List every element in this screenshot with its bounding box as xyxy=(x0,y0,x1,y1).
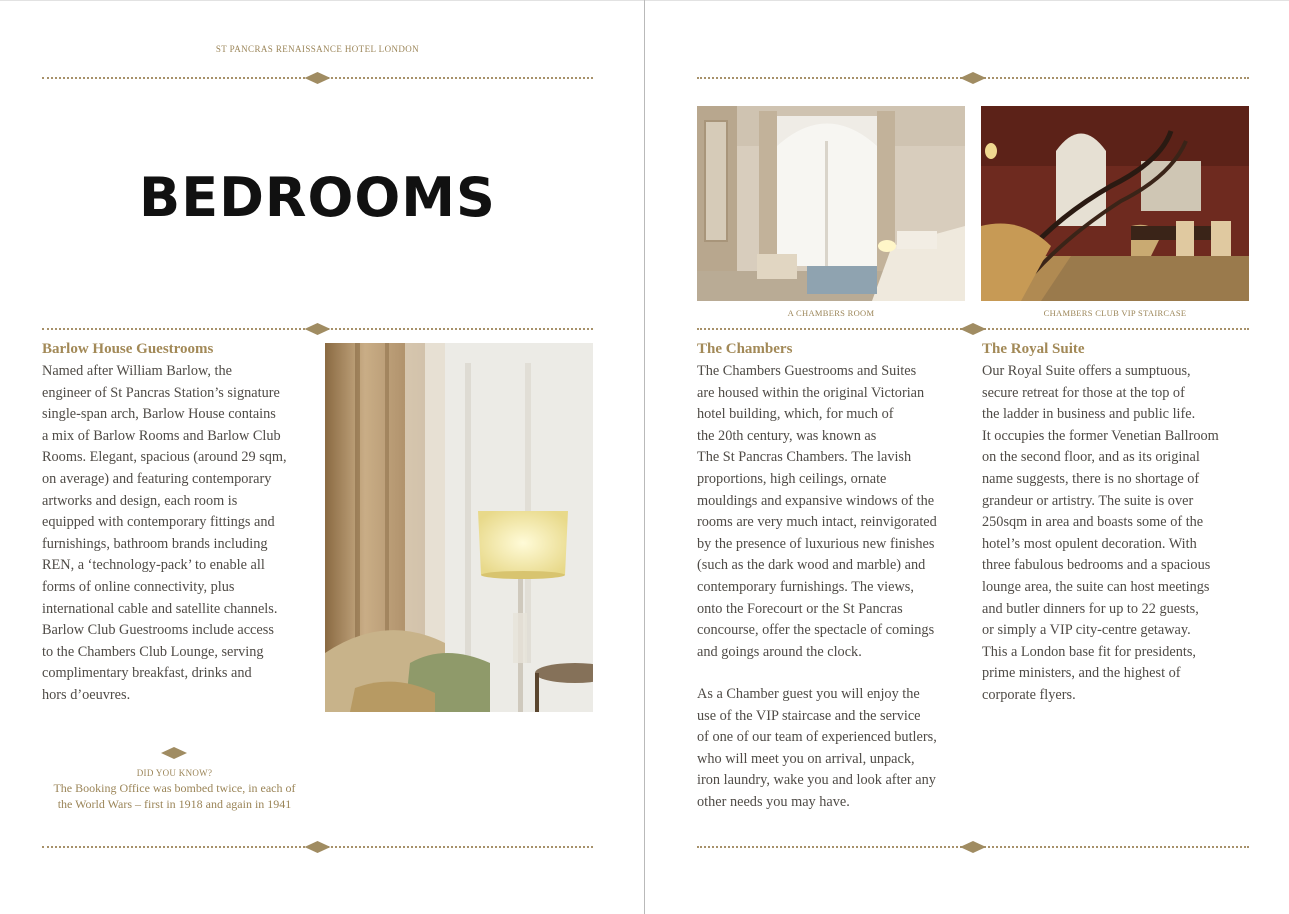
royal-suite-body: Our Royal Suite offers a sumptuous, secure retreat for those at the top of the ladder in business and public life. It occupies the former Venetian Ballroom on the second floor, and as its original name suggests, there is no shortage of grandeur or artistry. The suite is over 250sqm in area and boasts some of the hotel’s most opulent decoration. With three fabulous bedrooms and a spacious lounge area, the suite can host meetings and butler dinners for up to 22 guests, or simply a VIP city-centre getaway. This a London base fit for presidents, prime ministers, and the highest of corporate flyers. xyxy=(982,363,1219,703)
divider-right-bottom xyxy=(697,841,1249,853)
royal-suite-heading: The Royal Suite xyxy=(982,341,1085,357)
diamond-ornament-icon xyxy=(305,841,331,853)
divider-left-mid xyxy=(42,323,593,335)
divider-left-top xyxy=(42,72,593,84)
did-you-know-text: The Booking Office was bombed twice, in each of the World Wars – first in 1918 and again in 1941 xyxy=(53,781,296,811)
page-spine xyxy=(644,0,645,914)
diamond-ornament-icon xyxy=(960,72,986,84)
chambers-heading: The Chambers xyxy=(697,341,793,357)
did-you-know-diamond-icon xyxy=(161,747,187,759)
divider-left-bottom xyxy=(42,841,593,853)
diamond-ornament-icon xyxy=(305,323,331,335)
barlow-room-photo xyxy=(325,343,593,712)
barlow-body: Named after William Barlow, the engineer of St Pancras Station’s signature single-span arch, Barlow House contains a mix of Barlow Rooms and Barlow Club Rooms. Elegant, spacious (around 29 sqm, on average) and featuring contemporary artworks and design, each room is equipped with contemporary fittings and furnishings, bathroom brands including REN, a ‘technology-pack’ to enable all forms of online connectivity, plus international cable and satellite channels. Barlow Club Guestrooms include access to the Chambers Club Lounge, serving complimentary breakfast, drinks and hors d’oeuvres. xyxy=(42,363,287,703)
chambers-room-photo xyxy=(697,106,965,301)
divider-right-mid xyxy=(697,323,1249,335)
chambers-photo-caption: A CHAMBERS ROOM xyxy=(787,308,875,318)
diamond-ornament-icon xyxy=(305,72,331,84)
page-title: BEDROOMS xyxy=(139,166,496,229)
divider-right-top xyxy=(697,72,1249,84)
barlow-heading: Barlow House Guestrooms xyxy=(42,341,214,357)
chambers-body: The Chambers Guestrooms and Suites are housed within the original Victorian hotel building, which, for much of the 20th century, was known as The St Pancras Chambers. The lavish proportions, high ceilings, ornate mouldings and expansive windows of the rooms are very much intact, reinvigorated by the presence of luxurious new finishes (such as the dark wood and marble) and contemporary furnishings. The views, onto the Forecourt or the St Pancras concourse, offer the spectacle of comings and goings around the clock. xyxy=(697,363,937,660)
hotel-name-running-head: ST PANCRAS RENAISSANCE HOTEL LONDON xyxy=(215,44,420,54)
diamond-ornament-icon xyxy=(960,323,986,335)
chambers-body-2: As a Chamber guest you will enjoy the use of the VIP staircase and the service of one of our team of experienced butlers, who will meet you on arrival, unpack, iron laundry, wake you and look after any other needs you may have. xyxy=(697,686,937,810)
did-you-know-title: DID YOU KNOW? xyxy=(136,768,213,778)
vip-staircase-photo xyxy=(981,106,1249,301)
diamond-ornament-icon xyxy=(960,841,986,853)
staircase-photo-caption: CHAMBERS CLUB VIP STAIRCASE xyxy=(1043,308,1187,318)
